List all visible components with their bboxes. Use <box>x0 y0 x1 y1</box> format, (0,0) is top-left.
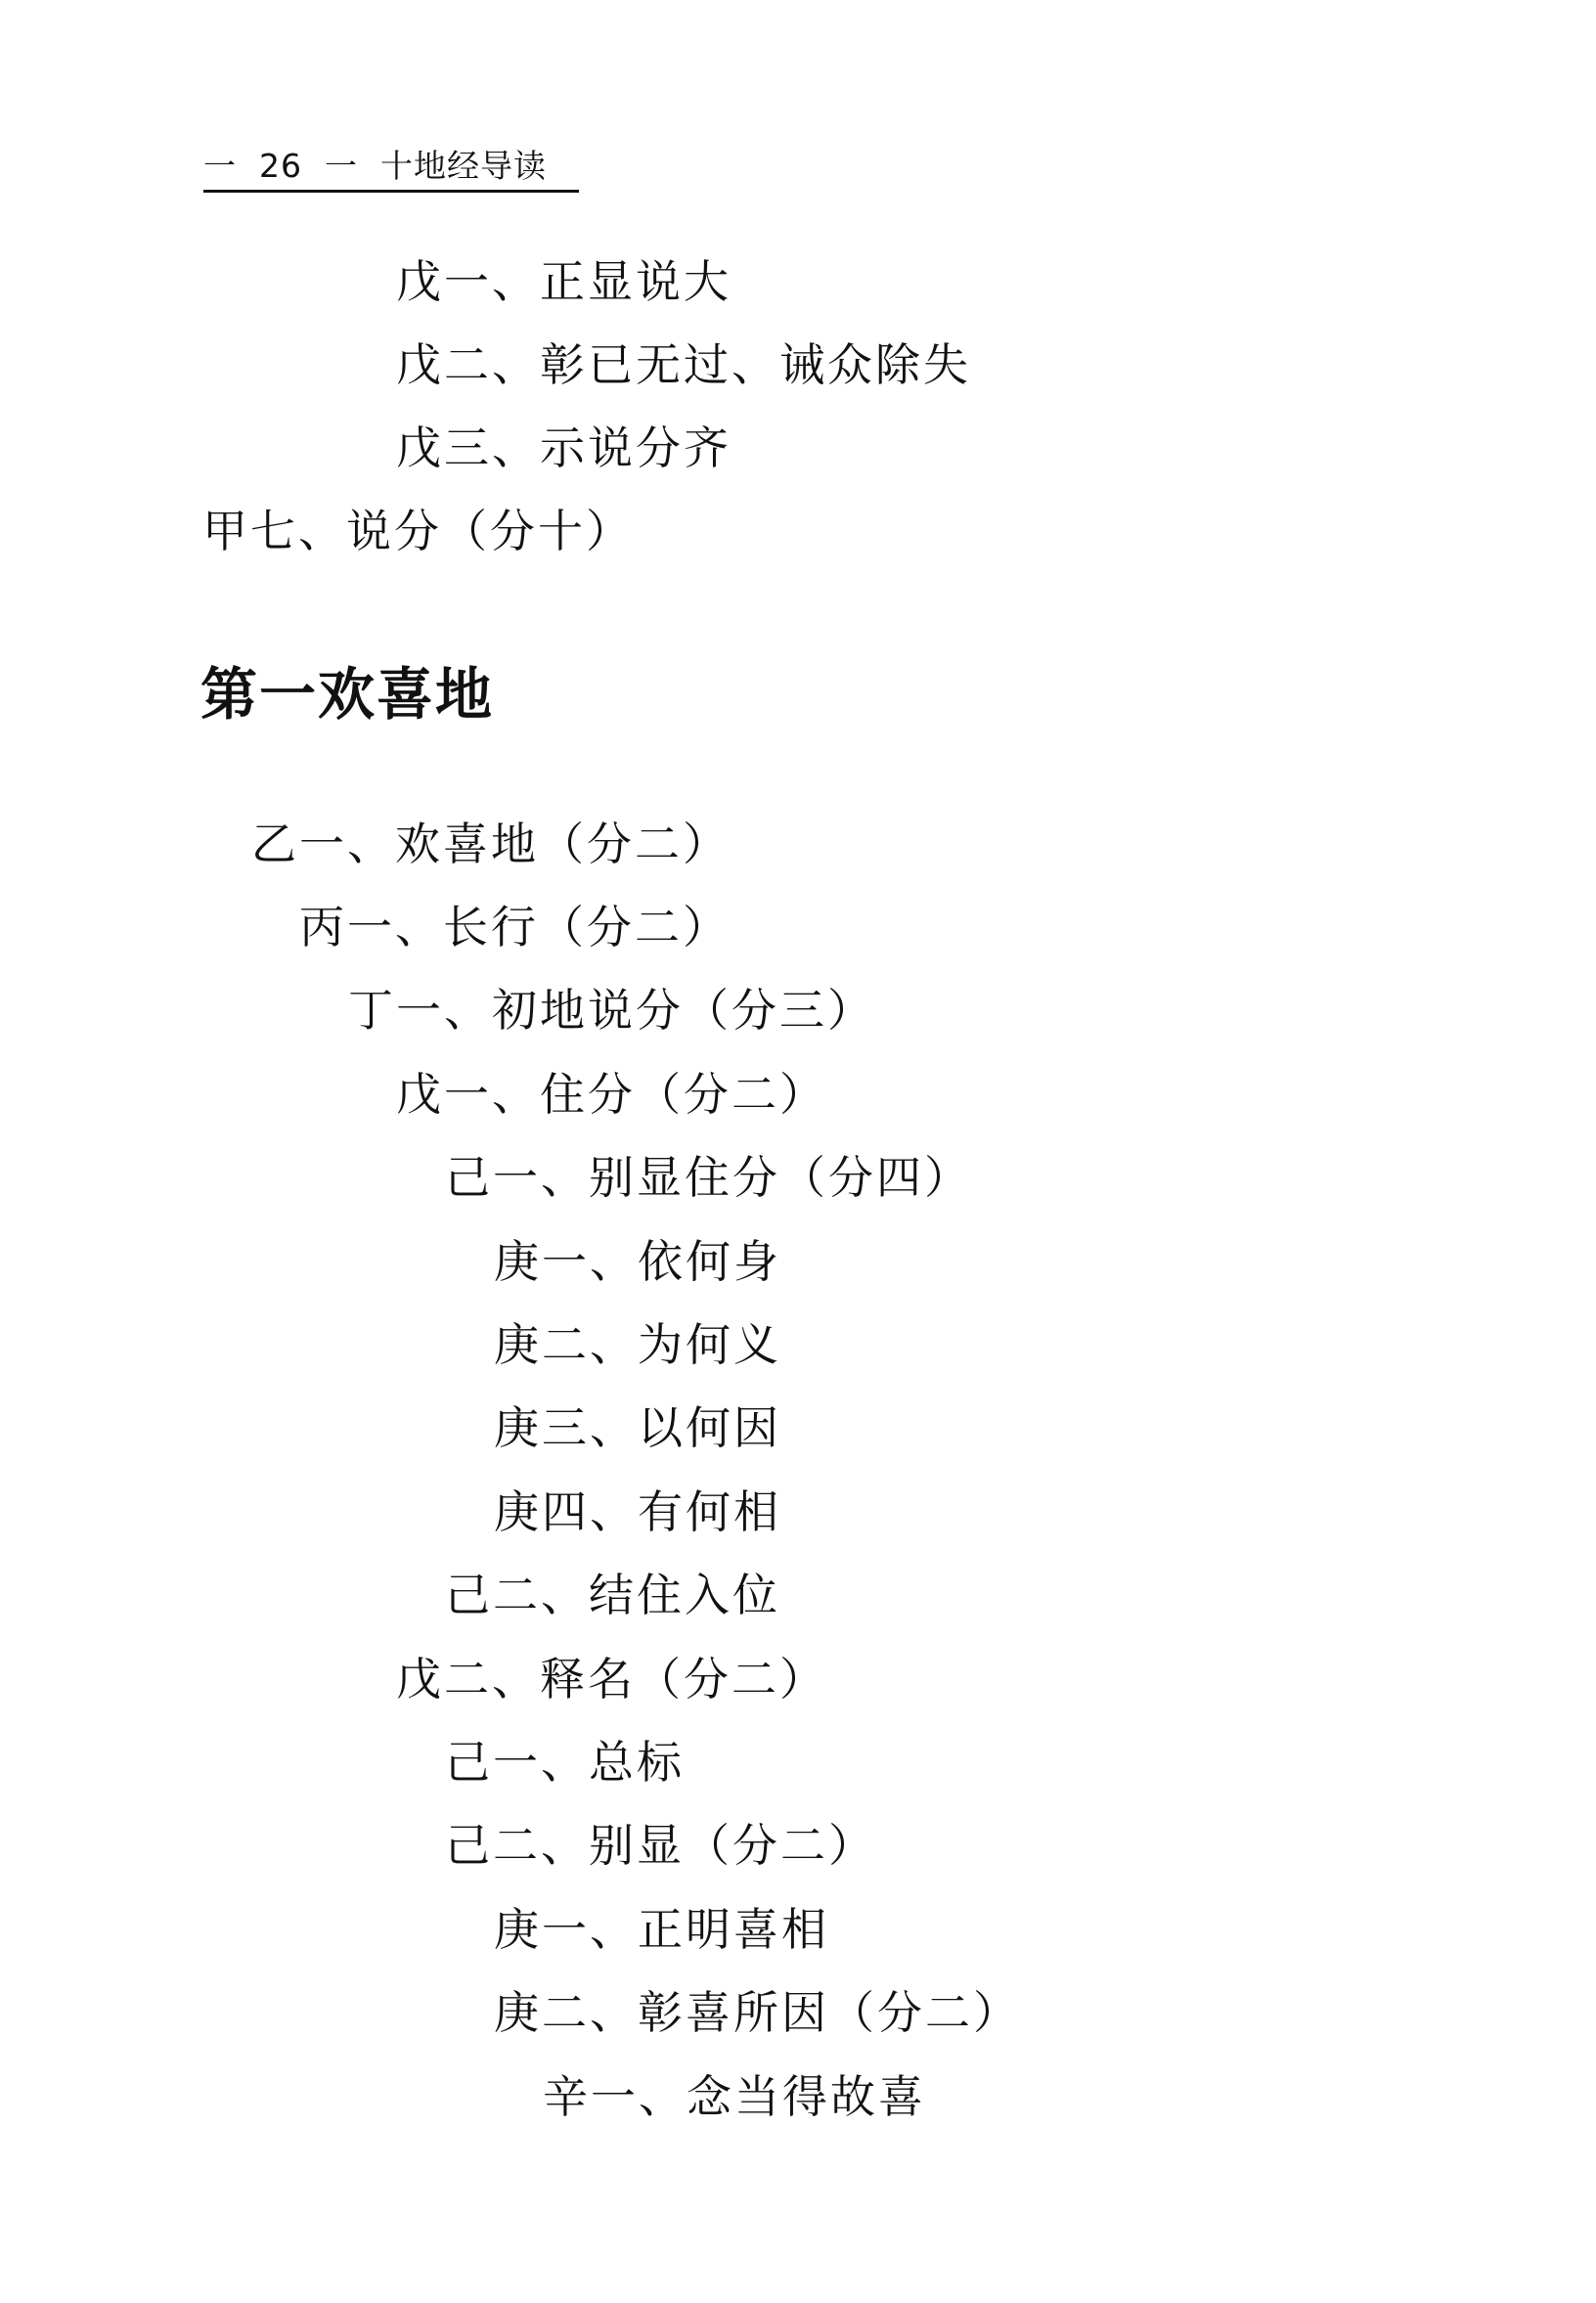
outline-entry: 庚二、彰喜所因（分二） <box>494 1986 1021 2039</box>
outline-entry: 戊一、住分（分二） <box>396 1068 827 1121</box>
outline-entry: 乙一、欢喜地（分二） <box>251 818 731 870</box>
outline-entry: 己一、总标 <box>445 1736 685 1789</box>
outline-entry: 丁一、初地说分（分三） <box>348 984 875 1037</box>
chapter-title: 第一欢喜地 <box>200 661 495 728</box>
outline-entry: 丙一、长行（分二） <box>299 901 731 953</box>
outline-entry: 庚一、正明喜相 <box>494 1903 829 1956</box>
outline-entry: 辛一、念当得故喜 <box>543 2070 926 2123</box>
outline-entry: 己二、别显（分二） <box>445 1819 876 1872</box>
outline-entry: 己一、别显住分（分四） <box>445 1151 972 1204</box>
header-underline <box>203 190 579 193</box>
outline-entry: 戊二、释名（分二） <box>396 1653 827 1705</box>
page-number: 一 26 一 <box>203 147 358 185</box>
outline-entry: 甲七、说分（分十） <box>202 505 634 557</box>
outline-entry: 庚一、依何身 <box>494 1235 781 1288</box>
outline-entry: 庚四、有何相 <box>494 1485 781 1538</box>
outline-entry: 戊三、示说分齐 <box>396 421 732 474</box>
running-title: 十地经导读 <box>379 147 547 185</box>
outline-entry: 庚三、以何因 <box>494 1401 781 1454</box>
outline-entry: 戊一、正显说大 <box>396 255 732 308</box>
outline-entry: 戊二、彰已无过、诫众除失 <box>396 338 971 391</box>
outline-entry: 己二、结住入位 <box>445 1569 780 1621</box>
outline-entry: 庚二、为何义 <box>494 1318 781 1371</box>
page-header <box>203 145 547 188</box>
